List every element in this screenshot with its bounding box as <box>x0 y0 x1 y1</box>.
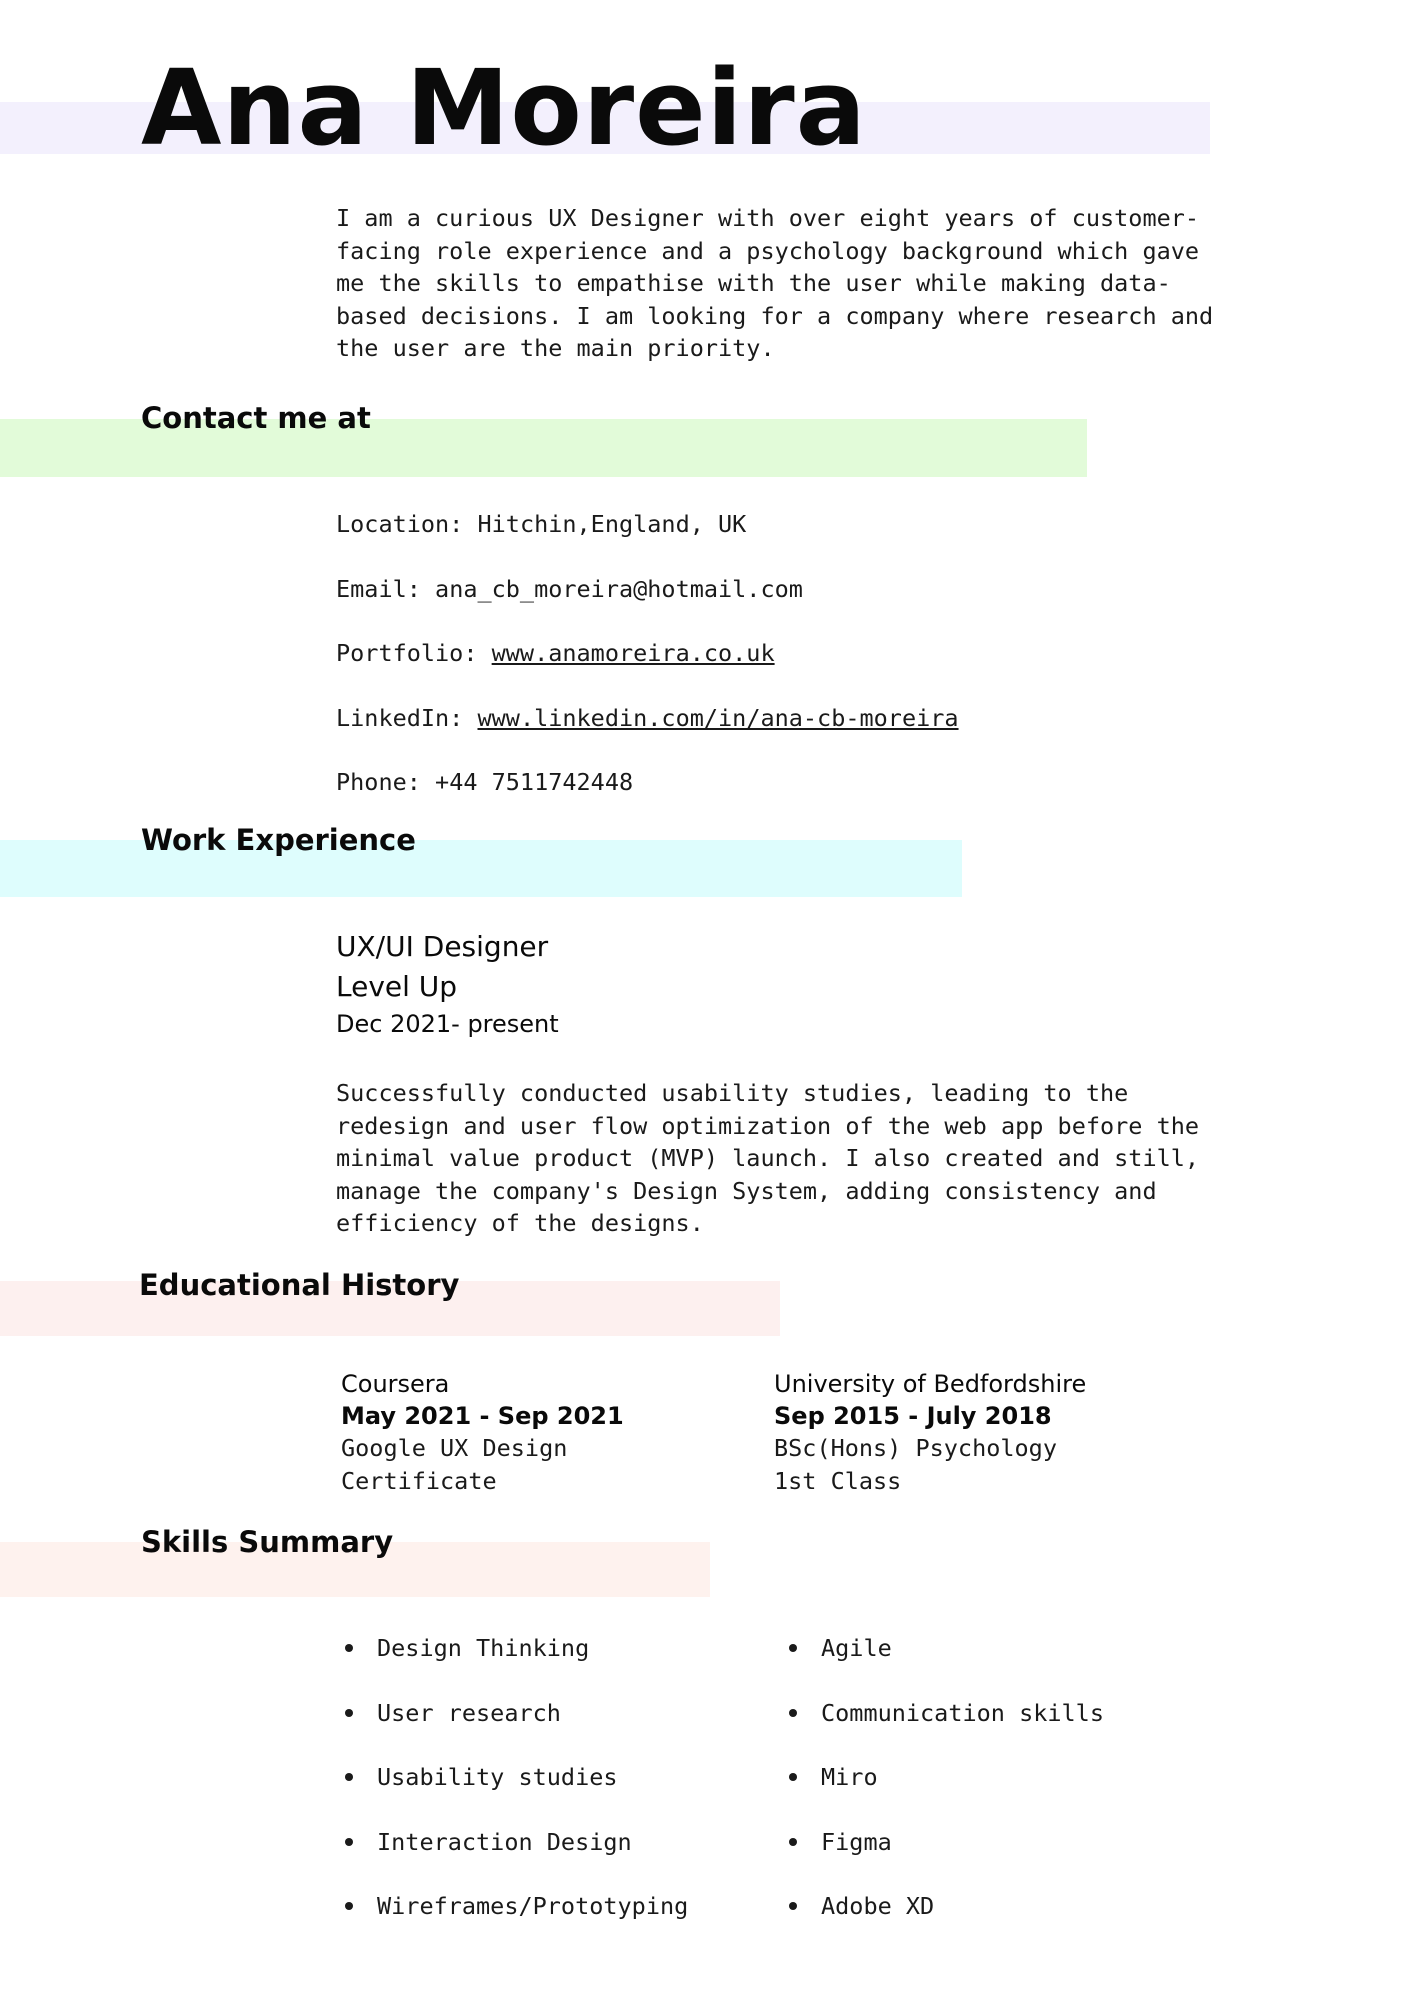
list-item <box>779 1890 1104 1955</box>
education-dates: May 2021 - Sep 2021 <box>341 1402 624 1430</box>
education-dates: Sep 2015 - July 2018 <box>774 1402 1052 1430</box>
skill-label: Interaction Design <box>377 1827 632 1856</box>
skill-label: Agile <box>821 1634 892 1662</box>
linkedin-link[interactable]: www.linkedin.com/in/ana-cb-moreira <box>477 703 959 732</box>
phone-label: Phone: <box>336 768 421 796</box>
list-item <box>335 1890 688 1955</box>
list-item <box>335 1632 688 1697</box>
bullet-icon <box>789 1838 797 1846</box>
contact-heading: Contact me at <box>141 401 371 435</box>
contact-location <box>336 508 959 573</box>
job-entry <box>336 927 1216 1240</box>
bullet-icon <box>345 1902 353 1910</box>
bullet-icon <box>345 1709 353 1717</box>
job-company: Level Up <box>336 970 458 1003</box>
job-title: UX/UI Designer <box>336 930 549 963</box>
contact-list <box>336 508 959 831</box>
bullet-icon <box>345 1644 353 1652</box>
skills-heading: Skills Summary <box>141 1525 394 1559</box>
skills-list-left <box>335 1632 688 1955</box>
education-detail: Certificate <box>341 1466 497 1495</box>
list-item <box>335 1697 688 1762</box>
contact-linkedin <box>336 702 959 767</box>
bullet-icon <box>789 1709 797 1717</box>
location-value: Hitchin,England, UK <box>477 510 747 538</box>
candidate-name: Ana Moreira <box>141 47 867 169</box>
education-detail: Google UX Design <box>341 1434 568 1462</box>
skill-label: Figma <box>821 1827 892 1856</box>
contact-email <box>336 573 959 638</box>
phone-value: +44 7511742448 <box>435 768 634 796</box>
profile-summary: I am a curious UX Designer with over eight years of customer-facing role experience and a psychology background which gave me the skills to empathise with the user while making data-based decisions. I am looking for a company where research and the user are the main priority. <box>336 204 1214 362</box>
contact-portfolio <box>336 637 959 702</box>
skill-label: Wireframes/Prototyping <box>377 1892 689 1920</box>
list-item <box>779 1826 1104 1891</box>
skill-label: Adobe XD <box>821 1892 935 1920</box>
bullet-icon <box>789 1644 797 1652</box>
skill-label: Communication skills <box>821 1698 1104 1727</box>
bullet-icon <box>789 1902 797 1910</box>
portfolio-label: Portfolio: <box>336 639 478 667</box>
skill-label: Usability studies <box>377 1763 618 1791</box>
skill-label: User research <box>377 1698 561 1727</box>
job-dates: Dec 2021- present <box>336 1010 559 1038</box>
work-experience-heading: Work Experience <box>141 823 416 857</box>
email-value[interactable]: ana_cb_moreira@hotmail.com <box>435 574 803 603</box>
contact-phone <box>336 766 959 831</box>
education-institution: Coursera <box>341 1370 450 1398</box>
education-heading: Educational History <box>139 1268 460 1302</box>
list-item <box>335 1826 688 1891</box>
education-detail: 1st Class <box>774 1466 902 1495</box>
bullet-icon <box>345 1773 353 1781</box>
education-entry-university <box>774 1368 1194 1497</box>
list-item <box>779 1761 1104 1826</box>
education-detail: BSc(Hons) Psychology <box>774 1434 1057 1462</box>
list-item <box>779 1697 1104 1762</box>
job-description: Successfully conducted usability studies, leading to the redesign and user flow optimization of the web app before the minimal value product (MVP) launch. I also created and still, manage the company's Design System, adding consistency and efficiency of the designs. <box>336 1079 1200 1237</box>
skill-label: Miro <box>821 1763 878 1791</box>
portfolio-link[interactable]: www.anamoreira.co.uk <box>491 639 775 667</box>
email-label: Email: <box>336 574 421 603</box>
skill-label: Design Thinking <box>377 1634 590 1662</box>
education-institution: University of Bedfordshire <box>774 1370 1087 1398</box>
list-item <box>335 1761 688 1826</box>
list-item <box>779 1632 1104 1697</box>
location-label: Location: <box>336 510 464 538</box>
education-entry-coursera <box>341 1368 761 1497</box>
skills-list-right <box>779 1632 1104 1955</box>
linkedin-label: LinkedIn: <box>336 703 464 732</box>
bullet-icon <box>345 1838 353 1846</box>
bullet-icon <box>789 1773 797 1781</box>
